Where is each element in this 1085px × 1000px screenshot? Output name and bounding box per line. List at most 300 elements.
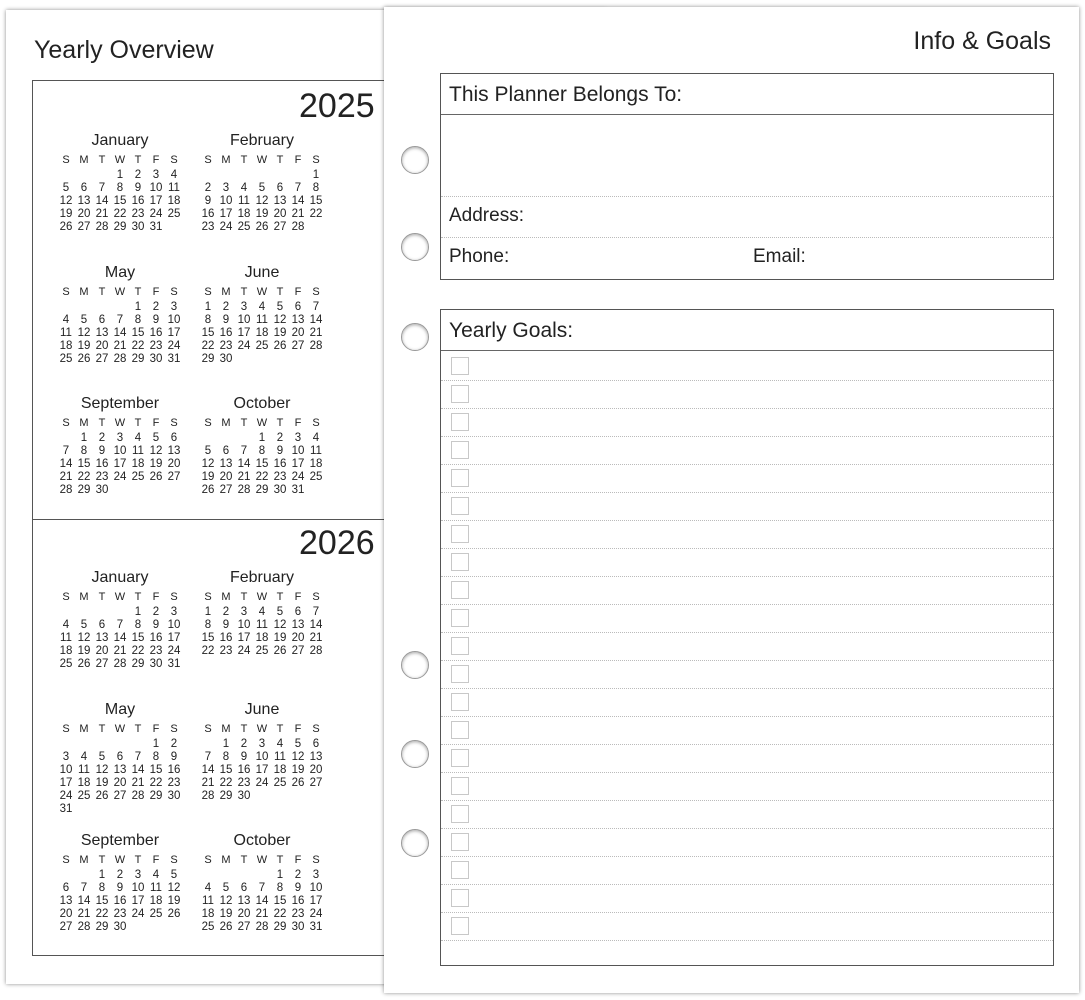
weekday-initial: W — [256, 591, 268, 603]
day-number: 18 — [59, 645, 73, 657]
day-grid — [199, 723, 325, 803]
weekday-initial: S — [170, 286, 178, 298]
weekday-initial: S — [62, 154, 70, 166]
weekday-initial: T — [276, 854, 284, 866]
goal-checkbox[interactable] — [451, 777, 469, 795]
month-calendar — [57, 263, 183, 366]
day-number: 23 — [167, 777, 181, 789]
weekday-initial: T — [276, 154, 284, 166]
day-number: 22 — [113, 208, 127, 220]
day-number: 15 — [255, 458, 269, 470]
day-number: 19 — [273, 632, 287, 644]
day-number: 4 — [134, 432, 142, 444]
day-number: 6 — [240, 882, 248, 894]
day-number: 6 — [294, 301, 302, 313]
day-number: 28 — [95, 221, 109, 233]
phone-label: Phone: — [449, 246, 510, 267]
day-number: 13 — [273, 195, 287, 207]
day-number: 5 — [170, 869, 178, 881]
weekday-initial: W — [114, 854, 126, 866]
day-number: 22 — [309, 208, 323, 220]
month-name: January — [91, 569, 149, 586]
day-number: 30 — [95, 484, 109, 496]
weekday-initial: S — [62, 723, 70, 735]
day-number: 6 — [80, 182, 88, 194]
day-number: 20 — [291, 632, 305, 644]
day-number: 8 — [222, 751, 230, 763]
weekday-initial: W — [256, 154, 268, 166]
day-number: 1 — [152, 738, 160, 750]
day-number: 14 — [131, 764, 145, 776]
weekday-initial: T — [98, 854, 106, 866]
day-number: 31 — [167, 658, 181, 670]
day-number: 11 — [256, 619, 268, 631]
day-number: 23 — [131, 208, 145, 220]
goal-line — [441, 660, 1053, 689]
day-number: 12 — [273, 619, 287, 631]
month-calendar — [199, 131, 325, 234]
weekday-initial: S — [62, 591, 70, 603]
day-number: 3 — [240, 606, 248, 618]
weekday-initial: T — [134, 723, 142, 735]
day-number: 6 — [116, 751, 124, 763]
day-number: 2 — [152, 301, 160, 313]
goal-line — [441, 632, 1053, 661]
day-number: 26 — [77, 353, 91, 365]
day-number: 11 — [60, 327, 72, 339]
day-number: 26 — [77, 658, 91, 670]
weekday-initial: F — [152, 591, 160, 603]
day-number: 12 — [167, 882, 181, 894]
weekday-initial: M — [79, 723, 89, 735]
day-number: 28 — [77, 921, 91, 933]
day-number: 18 — [255, 632, 269, 644]
day-number: 1 — [204, 606, 212, 618]
day-number: 18 — [167, 195, 181, 207]
day-number: 3 — [134, 869, 142, 881]
day-number: 9 — [222, 619, 230, 631]
goal-checkbox[interactable] — [451, 581, 469, 599]
day-number: 13 — [95, 632, 109, 644]
day-number: 21 — [95, 208, 109, 220]
day-number: 30 — [167, 790, 181, 802]
weekday-initial: T — [98, 154, 106, 166]
goal-checkbox[interactable] — [451, 469, 469, 487]
goal-line — [441, 828, 1053, 857]
day-number: 21 — [309, 327, 323, 339]
goal-checkbox[interactable] — [451, 357, 469, 375]
day-number: 10 — [131, 882, 145, 894]
day-number: 22 — [219, 777, 233, 789]
binder-hole — [401, 146, 429, 174]
binder-hole — [401, 829, 429, 857]
day-number: 10 — [167, 619, 181, 631]
day-number: 4 — [276, 738, 284, 750]
day-number: 4 — [258, 606, 266, 618]
day-number: 3 — [170, 301, 178, 313]
day-number: 17 — [255, 764, 269, 776]
day-number: 8 — [98, 882, 106, 894]
month-calendar — [199, 568, 325, 658]
day-number: 9 — [170, 751, 178, 763]
month-name: October — [233, 832, 291, 849]
day-number: 23 — [95, 471, 109, 483]
day-number: 31 — [309, 921, 323, 933]
day-number: 18 — [255, 327, 269, 339]
day-number: 12 — [95, 764, 109, 776]
day-grid — [199, 417, 325, 497]
day-number: 25 — [167, 208, 181, 220]
year-label: 2026 — [299, 524, 375, 562]
weekday-initial: T — [98, 286, 106, 298]
goal-checkbox[interactable] — [451, 385, 469, 403]
goal-checkbox[interactable] — [451, 441, 469, 459]
weekday-initial: T — [240, 723, 248, 735]
goal-line — [441, 408, 1053, 437]
weekday-initial: T — [240, 591, 248, 603]
day-number: 15 — [95, 895, 109, 907]
day-number: 21 — [77, 908, 91, 920]
day-number: 3 — [312, 869, 320, 881]
day-number: 15 — [113, 195, 127, 207]
day-number: 28 — [291, 221, 305, 233]
day-number: 7 — [134, 751, 142, 763]
weekday-initial: S — [312, 154, 320, 166]
goal-checkbox[interactable] — [451, 525, 469, 543]
day-number: 4 — [62, 314, 70, 326]
goal-checkbox[interactable] — [451, 693, 469, 711]
day-number: 10 — [309, 882, 323, 894]
day-number: 7 — [98, 182, 106, 194]
goal-checkbox[interactable] — [451, 665, 469, 683]
day-number: 9 — [240, 751, 248, 763]
day-number: 27 — [95, 353, 109, 365]
day-number: 5 — [62, 182, 70, 194]
day-number: 9 — [152, 314, 160, 326]
day-number: 20 — [95, 645, 109, 657]
month-calendar — [57, 131, 183, 234]
weekday-initial: S — [62, 417, 70, 429]
month-name: June — [244, 701, 280, 718]
goal-checkbox[interactable] — [451, 497, 469, 515]
day-number: 5 — [204, 445, 212, 457]
day-number: 9 — [134, 182, 142, 194]
day-number: 1 — [204, 301, 212, 313]
day-number: 2 — [98, 432, 106, 444]
goal-checkbox[interactable] — [451, 861, 469, 879]
day-number: 15 — [309, 195, 323, 207]
day-number: 17 — [131, 895, 145, 907]
day-number: 30 — [131, 221, 145, 233]
goal-checkbox[interactable] — [451, 413, 469, 431]
weekday-initial: S — [170, 723, 178, 735]
goal-line — [441, 604, 1053, 633]
day-number: 26 — [273, 645, 287, 657]
day-number: 2 — [134, 169, 142, 181]
day-grid — [199, 854, 325, 934]
day-number: 22 — [201, 645, 215, 657]
day-number: 29 — [201, 353, 215, 365]
day-number: 15 — [131, 632, 145, 644]
day-number: 18 — [149, 895, 163, 907]
day-number: 19 — [149, 458, 163, 470]
weekday-initial: F — [152, 854, 160, 866]
day-number: 27 — [113, 790, 127, 802]
month-calendar — [57, 394, 183, 497]
day-number: 3 — [62, 751, 70, 763]
day-number: 10 — [59, 764, 73, 776]
weekday-initial: S — [312, 723, 320, 735]
day-number: 1 — [258, 432, 266, 444]
day-number: 20 — [273, 208, 287, 220]
day-number: 30 — [149, 353, 163, 365]
day-number: 15 — [219, 764, 233, 776]
day-number: 12 — [255, 195, 269, 207]
day-number: 13 — [291, 619, 305, 631]
goal-checkbox[interactable] — [451, 637, 469, 655]
day-number: 30 — [291, 921, 305, 933]
day-number: 19 — [219, 908, 233, 920]
day-number: 31 — [149, 221, 163, 233]
weekday-initial: T — [240, 286, 248, 298]
day-number: 8 — [312, 182, 320, 194]
day-number: 4 — [170, 169, 178, 181]
day-number: 28 — [113, 658, 127, 670]
day-number: 21 — [113, 645, 127, 657]
day-number: 24 — [255, 777, 269, 789]
day-number: 22 — [131, 645, 145, 657]
day-number: 22 — [149, 777, 163, 789]
day-number: 3 — [294, 432, 302, 444]
weekday-initial: S — [204, 854, 212, 866]
day-number: 7 — [116, 619, 124, 631]
day-number: 29 — [273, 921, 287, 933]
day-number: 23 — [219, 645, 233, 657]
day-number: 3 — [240, 301, 248, 313]
day-number: 28 — [201, 790, 215, 802]
day-number: 5 — [152, 432, 160, 444]
day-number: 29 — [113, 221, 127, 233]
day-number: 15 — [149, 764, 163, 776]
goal-line — [441, 744, 1053, 773]
day-number: 12 — [201, 458, 215, 470]
goal-line — [441, 492, 1053, 521]
weekday-initial: S — [204, 154, 212, 166]
day-number: 14 — [95, 195, 109, 207]
weekday-initial: T — [134, 591, 142, 603]
day-number: 4 — [258, 301, 266, 313]
day-number: 21 — [255, 908, 269, 920]
goal-line — [441, 576, 1053, 605]
day-number: 24 — [237, 645, 251, 657]
day-number: 15 — [201, 327, 215, 339]
day-number: 8 — [134, 619, 142, 631]
day-number: 10 — [149, 182, 163, 194]
day-number: 7 — [312, 606, 320, 618]
day-grid — [57, 417, 183, 497]
day-number: 9 — [222, 314, 230, 326]
day-number: 17 — [59, 777, 73, 789]
day-number: 22 — [273, 908, 287, 920]
day-number: 18 — [131, 458, 145, 470]
day-number: 7 — [258, 882, 266, 894]
day-number: 6 — [276, 182, 284, 194]
day-number: 14 — [309, 314, 323, 326]
day-number: 29 — [95, 921, 109, 933]
day-number: 28 — [255, 921, 269, 933]
day-number: 19 — [77, 340, 91, 352]
day-number: 24 — [291, 471, 305, 483]
day-number: 13 — [95, 327, 109, 339]
day-number: 24 — [237, 340, 251, 352]
day-number: 16 — [273, 458, 287, 470]
weekday-initial: W — [114, 723, 126, 735]
day-number: 21 — [59, 471, 73, 483]
day-number: 23 — [219, 340, 233, 352]
day-number: 25 — [255, 340, 269, 352]
weekday-initial: M — [79, 591, 89, 603]
goal-checkbox[interactable] — [451, 721, 469, 739]
day-number: 16 — [149, 327, 163, 339]
day-number: 5 — [80, 619, 88, 631]
day-number: 29 — [149, 790, 163, 802]
month-calendar — [57, 568, 183, 671]
day-number: 12 — [291, 751, 305, 763]
day-number: 18 — [59, 340, 73, 352]
day-number: 3 — [152, 169, 160, 181]
day-number: 20 — [237, 908, 251, 920]
weekday-initial: T — [134, 286, 142, 298]
day-number: 12 — [77, 327, 91, 339]
weekday-initial: S — [170, 417, 178, 429]
day-number: 14 — [237, 458, 251, 470]
day-number: 2 — [116, 869, 124, 881]
day-number: 22 — [131, 340, 145, 352]
weekday-initial: W — [114, 286, 126, 298]
day-number: 17 — [167, 632, 181, 644]
day-number: 5 — [276, 301, 284, 313]
day-number: 12 — [219, 895, 233, 907]
day-number: 3 — [170, 606, 178, 618]
day-number: 20 — [167, 458, 181, 470]
day-number: 23 — [273, 471, 287, 483]
day-grid — [57, 591, 183, 671]
day-number: 19 — [167, 895, 181, 907]
weekday-initial: W — [256, 723, 268, 735]
day-grid — [199, 591, 325, 658]
day-number: 3 — [222, 182, 230, 194]
day-number: 10 — [237, 314, 251, 326]
day-number: 31 — [291, 484, 305, 496]
day-number: 5 — [294, 738, 302, 750]
day-number: 15 — [131, 327, 145, 339]
day-number: 16 — [131, 195, 145, 207]
day-number: 8 — [152, 751, 160, 763]
goal-line — [441, 716, 1053, 745]
goal-checkbox[interactable] — [451, 609, 469, 627]
weekday-initial: M — [221, 591, 231, 603]
goal-checkbox[interactable] — [451, 889, 469, 907]
month-name: February — [229, 569, 295, 586]
day-number: 21 — [291, 208, 305, 220]
weekday-initial: M — [79, 854, 89, 866]
day-number: 9 — [294, 882, 302, 894]
goal-checkbox[interactable] — [451, 749, 469, 767]
goal-checkbox[interactable] — [451, 833, 469, 851]
day-number: 24 — [113, 471, 127, 483]
day-number: 13 — [237, 895, 251, 907]
weekday-initial: W — [256, 286, 268, 298]
day-number: 23 — [237, 777, 251, 789]
day-number: 11 — [168, 182, 180, 194]
month-name: June — [244, 264, 280, 281]
day-number: 24 — [167, 645, 181, 657]
day-number: 9 — [116, 882, 124, 894]
day-number: 20 — [113, 777, 127, 789]
day-number: 7 — [204, 751, 212, 763]
day-number: 12 — [273, 314, 287, 326]
day-number: 26 — [167, 908, 181, 920]
day-number: 23 — [149, 340, 163, 352]
day-number: 8 — [204, 619, 212, 631]
day-number: 14 — [201, 764, 215, 776]
day-number: 14 — [77, 895, 91, 907]
weekday-initial: F — [152, 286, 160, 298]
day-number: 27 — [59, 921, 73, 933]
day-number: 12 — [77, 632, 91, 644]
day-number: 30 — [219, 353, 233, 365]
day-number: 23 — [291, 908, 305, 920]
goal-line — [441, 436, 1053, 465]
day-number: 2 — [170, 738, 178, 750]
goal-line — [441, 688, 1053, 717]
day-number: 26 — [95, 790, 109, 802]
goal-line — [441, 352, 1053, 381]
day-number: 16 — [95, 458, 109, 470]
day-number: 6 — [98, 314, 106, 326]
day-number: 13 — [291, 314, 305, 326]
day-number: 20 — [309, 764, 323, 776]
day-number: 29 — [219, 790, 233, 802]
month-calendar — [199, 700, 325, 803]
binder-hole — [401, 233, 429, 261]
weekday-initial: F — [294, 723, 302, 735]
day-number: 11 — [150, 882, 162, 894]
day-number: 17 — [219, 208, 233, 220]
day-number: 1 — [80, 432, 88, 444]
day-number: 3 — [258, 738, 266, 750]
day-number: 5 — [80, 314, 88, 326]
goals-heading: Yearly Goals: — [449, 319, 574, 342]
day-number: 9 — [204, 195, 212, 207]
goal-checkbox[interactable] — [451, 553, 469, 571]
goal-checkbox[interactable] — [451, 805, 469, 823]
day-number: 11 — [132, 445, 144, 457]
day-number: 13 — [59, 895, 73, 907]
day-number: 17 — [309, 895, 323, 907]
day-number: 25 — [149, 908, 163, 920]
day-number: 4 — [152, 869, 160, 881]
day-number: 19 — [201, 471, 215, 483]
day-number: 21 — [237, 471, 251, 483]
day-number: 11 — [238, 195, 250, 207]
day-number: 21 — [113, 340, 127, 352]
day-number: 12 — [59, 195, 73, 207]
goal-checkbox[interactable] — [451, 917, 469, 935]
month-name: September — [80, 395, 160, 412]
day-number: 27 — [167, 471, 181, 483]
day-number: 5 — [222, 882, 230, 894]
